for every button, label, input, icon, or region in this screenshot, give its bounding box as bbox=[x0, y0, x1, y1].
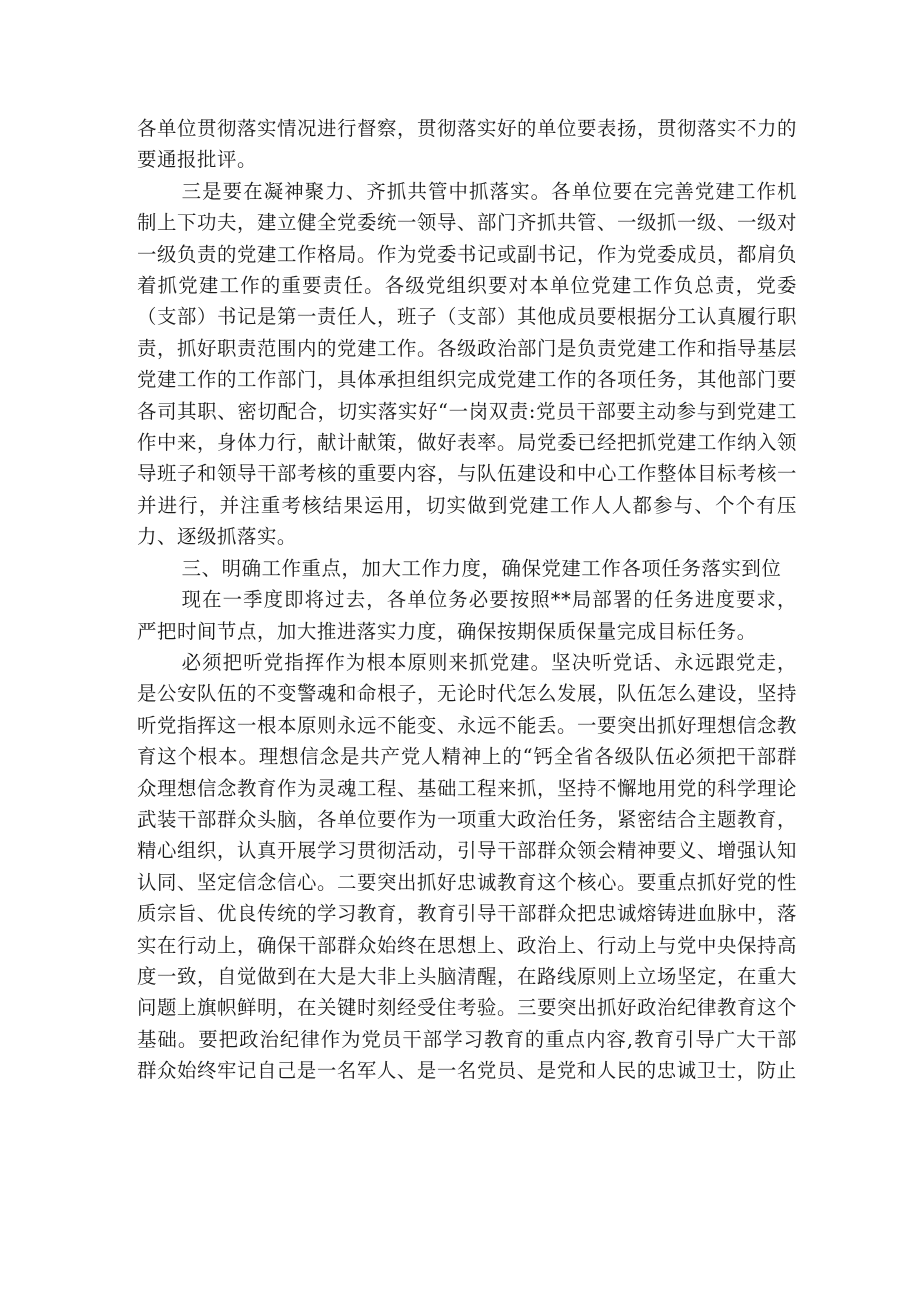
paragraph-first-quarter: 现在一季度即将过去，各单位务必要按照**局部署的任务进度要求，严把时间节点，加大推进落实力度，确保按期保质保量完成目标任务。 bbox=[137, 588, 797, 643]
section-heading: 三、明确工作重点，加大工作力度，确保党建工作各项任务落实到位 bbox=[181, 556, 782, 580]
paragraph-third-point: 三是要在凝神聚力、齐抓共管中抓落实。各单位要在完善党建工作机制上下功夫，建立健全党委统一领导、部门齐抓共管、一级抓一级、一级对一级负责的党建工作格局。作为党委书记或副书记，作为党委成员，都肩负着抓党建工作的重要责任。各级党组织要对本单位党建工作负总责，党委（支部）书记是第一责任人，班子（支部）其他成员要根据分工认真履行职责，抓好职责范围内的党建工作。各级政治部门是负责党建工作和指导基层党建工作的工作部门，具体承担组织完成党建工作的各项任务，其他部门要各司其职、密切配合，切实落实好“一岗双责:党员干部要主动参与到党建工作中来，身体力行，献计献策，做好表率。局党委已经把抓党建工作纳入领导班子和领导干部考核的重要内容，与队伍建设和中心工作整体目标考核一并进行，并注重考核结果运用，切实做到党建工作人人都参与、个个有压力、逐级抓落实。 bbox=[137, 179, 797, 549]
paragraph-party-command: 必须把听党指挥作为根本原则来抓党建。坚决听党话、永远跟党走，是公安队伍的不变警魂和命根子，无论时代怎么发展，队伍怎么建设，坚持听党指挥这一根本原则永远不能变、永远不能丢。一要突出抓好理想信念教育这个根本。理想信念是共产党人精神上的“钙全省各级队伍必须把干部群众理想信念教育作为灵魂工程、基础工程来抓，坚持不懈地用党的科学理论武装干部群众头脑，各单位要作为一项重大政治任务，紧密结合主题教育，精心组织，认真开展学习贯彻活动，引导干部群众领会精神要义、增强认知认同、坚定信念信心。二要突出抓好忠诚教育这个核心。要重点抓好党的性质宗旨、优良传统的学习教育，教育引导干部群众把忠诚熔铸进血脉中，落实在行动上，确保干部群众始终在思想上、政治上、行动上与党中央保持高度一致，自觉做到在大是大非上头脑清醒，在路线原则上立场坚定，在重大问题上旗帜鲜明，在关键时刻经受住考验。三要突出抓好政治纪律教育这个基础。要把政治纪律作为党员干部学习教育的重点内容,教育引导广大干部群众始终牢记自己是一名军人、是一名党员、是党和人民的忠诚卫士，防止 bbox=[137, 650, 797, 1083]
paragraph-continuation: 各单位贯彻落实情况进行督察，贯彻落实好的单位要表扬，贯彻落实不力的要通报批评。 bbox=[137, 117, 797, 172]
document-body bbox=[137, 113, 797, 1087]
